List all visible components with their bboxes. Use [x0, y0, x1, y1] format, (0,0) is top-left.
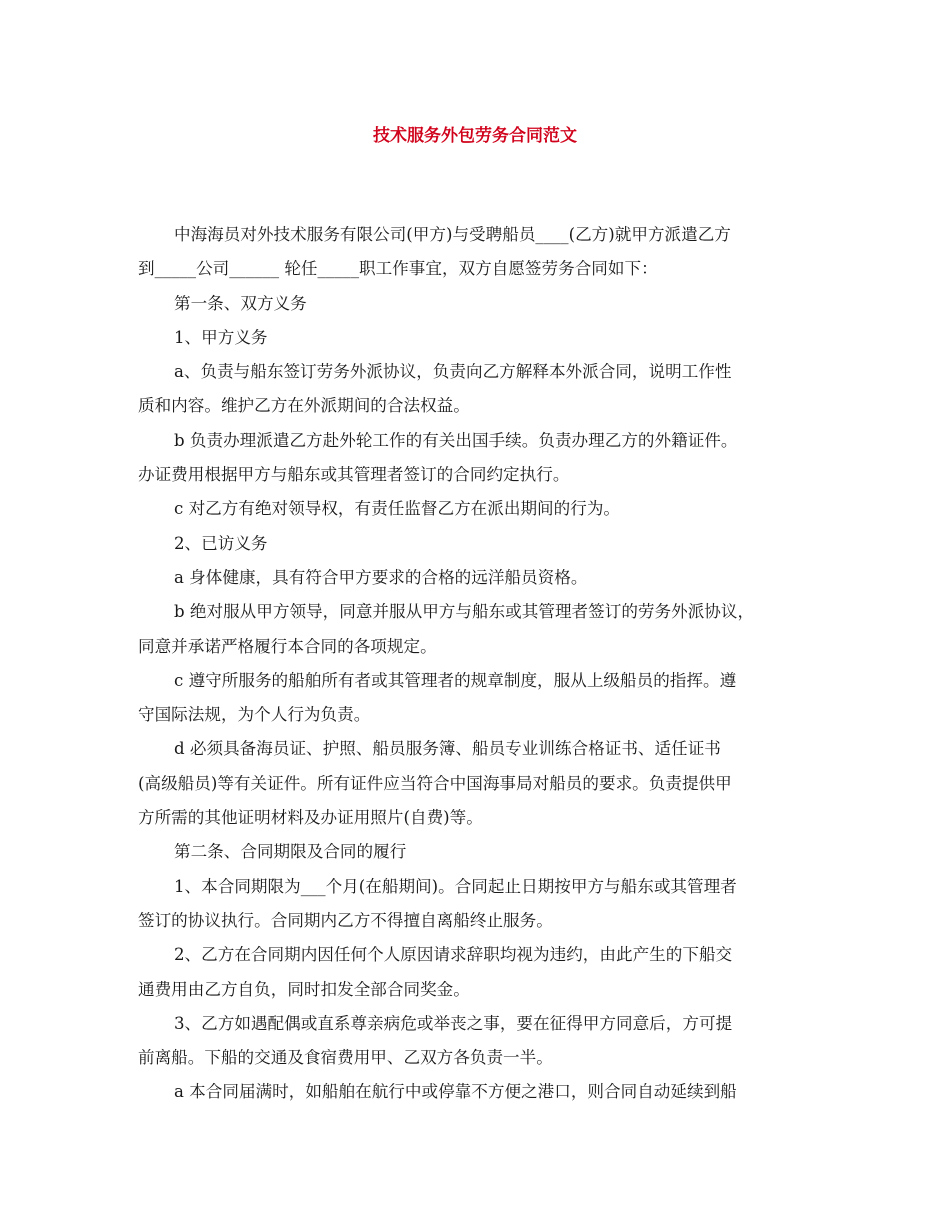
body-line: d 必须具备海员证、护照、船员服务簿、船员专业训练合格证书、适任证书: [174, 739, 721, 759]
body-line: a 本合同届满时，如船舶在航行中或停靠不方便之港口，则合同自动延续到船: [174, 1082, 737, 1102]
body-line: 通费用由乙方自负，同时扣发全部合同奖金。: [138, 979, 470, 999]
body-line: 第二条、合同期限及合同的履行: [174, 842, 407, 862]
body-line: 同意并承诺严格履行本合同的各项规定。: [138, 636, 437, 656]
body-line: 办证费用根据甲方与船东或其管理者签订的合同约定执行。: [138, 465, 570, 485]
document-title: 技术服务外包劳务合同范文: [373, 126, 577, 146]
body-line: 前离船。下船的交通及食宿费用甲、乙双方各负责一半。: [138, 1048, 553, 1068]
body-line: 守国际法规，为个人行为负责。: [138, 705, 371, 725]
body-line: a、负责与船东签订劳务外派协议，负责向乙方解释本外派合同，说明工作性: [174, 362, 732, 382]
body-line: c 遵守所服务的船舶所有者或其管理者的规章制度，服从上级船员的指挥。遵: [174, 670, 737, 690]
body-line: a 身体健康，具有符合甲方要求的合格的远洋船员资格。: [174, 567, 588, 587]
body-line: 第一条、双方义务: [174, 293, 307, 313]
body-line: 到_____公司______ 轮任_____职工作事宜，双方自愿签劳务合同如下：: [138, 259, 658, 279]
body-line: 2、已访义务: [174, 533, 268, 553]
body-line: b 绝对服从甲方领导，同意并服从甲方与船东或其管理者签订的劳务外派协议，: [174, 602, 755, 622]
document-body: [138, 218, 826, 1110]
body-line: 中海海员对外技术服务有限公司(甲方)与受聘船员____(乙方)就甲方派遣乙方: [174, 225, 731, 244]
body-line: 3、乙方如遇配偶或直系尊亲病危或举丧之事，要在征得甲方同意后，方可提: [174, 1013, 733, 1033]
body-line: 方所需的其他证明材料及办证用照片(自费)等。: [138, 808, 483, 828]
body-line: 2、乙方在合同期内因任何个人原因请求辞职均视为违约，由此产生的下船交: [174, 945, 733, 965]
body-line: (高级船员)等有关证件。所有证件应当符合中国海事局对船员的要求。负责提供甲: [138, 773, 732, 793]
body-line: c 对乙方有绝对领导权，有责任监督乙方在派出期间的行为。: [174, 499, 621, 519]
body-line: 1、本合同期限为___个月(在船期间)。合同起止日期按甲方与船东或其管理者: [174, 876, 737, 896]
body-line: 签订的协议执行。合同期内乙方不得擅自离船终止服务。: [138, 910, 553, 930]
body-line: 质和内容。维护乙方在外派期间的合法权益。: [138, 396, 470, 416]
body-line: 1、甲方义务: [174, 327, 268, 347]
body-line: b 负责办理派遣乙方赴外轮工作的有关出国手续。负责办理乙方的外籍证件。: [174, 430, 738, 450]
